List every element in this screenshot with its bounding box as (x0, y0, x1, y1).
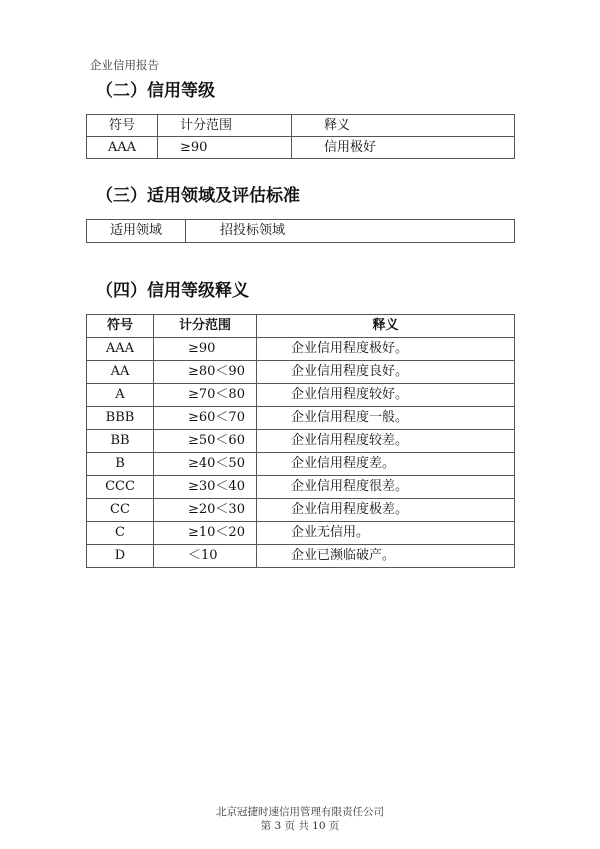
table-row (87, 361, 515, 384)
grade-definition-cell: 信用极好 (292, 137, 515, 159)
table-row (87, 476, 515, 499)
grade-symbol-cell: AAA (87, 338, 154, 361)
grade-score-cell: ≥30＜40 (154, 476, 257, 499)
footer-company-name: 北京冠捷时速信用管理有限责任公司 (216, 806, 384, 818)
column-header-score-range: 计分范围 (154, 315, 257, 338)
grade-definition-rows (87, 338, 515, 568)
grade-score-cell: ≥50＜60 (154, 430, 257, 453)
applicable-field-label: 适用领域 (87, 220, 186, 243)
grade-definition-cell: 企业信用程度差。 (257, 453, 515, 476)
grade-definition-cell: 企业信用程度极差。 (257, 499, 515, 522)
grade-score-cell: ＜10 (154, 545, 257, 568)
column-header-definition: 释义 (257, 315, 515, 338)
table-row (87, 407, 515, 430)
column-header-score-range: 计分范围 (158, 115, 292, 137)
grade-symbol-cell: CC (87, 499, 154, 522)
column-header-symbol: 符号 (87, 115, 158, 137)
table-row (87, 338, 515, 361)
grade-symbol-cell: AAA (87, 137, 158, 159)
applicable-field-value: 招投标领域 (186, 220, 515, 243)
grade-symbol-cell: C (87, 522, 154, 545)
column-header-symbol: 符号 (87, 315, 154, 338)
grade-definition-cell: 企业已濒临破产。 (257, 545, 515, 568)
grade-score-cell: ≥20＜30 (154, 499, 257, 522)
grade-definition-cell: 企业信用程度一般。 (257, 407, 515, 430)
grade-definition-cell: 企业信用程度良好。 (257, 361, 515, 384)
grade-score-cell: ≥40＜50 (154, 453, 257, 476)
grade-score-cell: ≥90 (154, 338, 257, 361)
grade-score-cell: ≥70＜80 (154, 384, 257, 407)
table-row (87, 384, 515, 407)
grade-definition-cell: 企业信用程度较差。 (257, 430, 515, 453)
section-title-credit-grade: （二）信用等级 (96, 81, 215, 101)
grade-symbol-cell: BBB (87, 407, 154, 430)
section-title-applicable-field: （三）适用领域及评估标准 (96, 186, 300, 206)
grade-symbol-cell: BB (87, 430, 154, 453)
table-row (87, 522, 515, 545)
table-row (87, 220, 515, 243)
table-row (87, 430, 515, 453)
grade-score-cell: ≥10＜20 (154, 522, 257, 545)
table-header-row (87, 315, 515, 338)
grade-symbol-cell: AA (87, 361, 154, 384)
column-header-definition: 释义 (292, 115, 515, 137)
table-header-row (87, 115, 515, 137)
footer-page-number: 第 3 页 共 10 页 (260, 820, 340, 832)
grade-definition-cell: 企业信用程度极好。 (257, 338, 515, 361)
grade-score-cell: ≥80＜90 (154, 361, 257, 384)
grade-definition-cell: 企业无信用。 (257, 522, 515, 545)
grade-symbol-cell: B (87, 453, 154, 476)
grade-symbol-cell: A (87, 384, 154, 407)
grade-score-cell: ≥60＜70 (154, 407, 257, 430)
section-title-grade-definitions: （四）信用等级释义 (96, 281, 249, 301)
applicable-field-table (86, 219, 515, 243)
grade-definition-cell: 企业信用程度较好。 (257, 384, 515, 407)
credit-grade-table (86, 114, 515, 159)
grade-score-cell: ≥90 (158, 137, 292, 159)
grade-definition-cell: 企业信用程度很差。 (257, 476, 515, 499)
table-row (87, 453, 515, 476)
table-row (87, 137, 515, 159)
table-row (87, 545, 515, 568)
grade-symbol-cell: D (87, 545, 154, 568)
grade-symbol-cell: CCC (87, 476, 154, 499)
grade-definition-table (86, 314, 515, 568)
report-header-label: 企业信用报告 (90, 58, 159, 72)
table-row (87, 499, 515, 522)
